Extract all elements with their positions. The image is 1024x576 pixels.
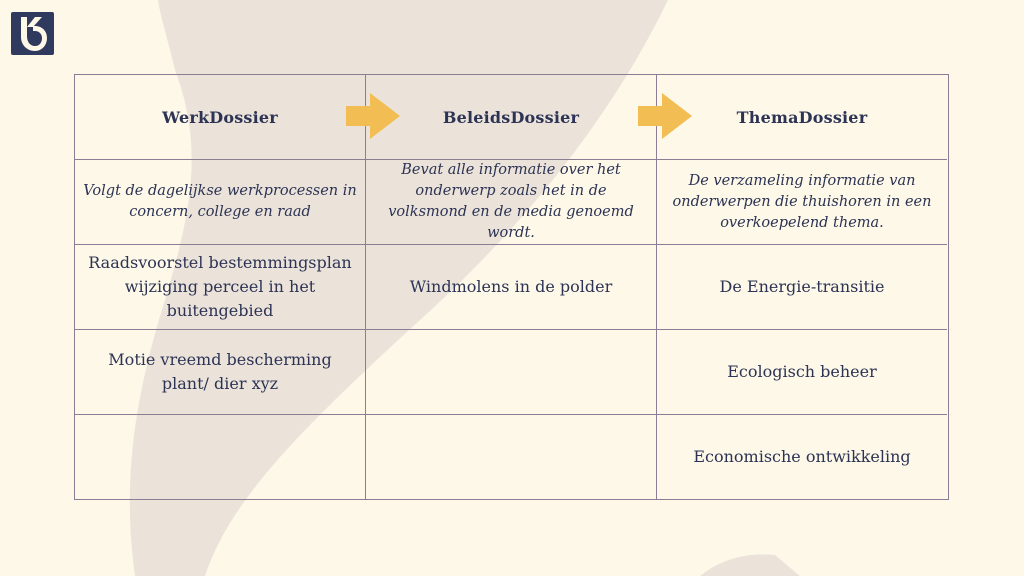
table-cell: Raadsvoorstel bestemmingsplan wijziging perceel in het buitengebied bbox=[75, 245, 366, 330]
header-werkdossier: WerkDossier bbox=[75, 75, 366, 160]
description-werkdossier: Volgt de dagelijkse werkprocessen in concern, college en raad bbox=[75, 160, 366, 245]
dossier-table bbox=[74, 74, 949, 500]
description-beleidsdossier: Bevat alle informatie over het onderwerp zoals het in de volksmond en de media genoemd wordt. bbox=[366, 160, 657, 245]
k-logo-icon bbox=[11, 12, 54, 55]
header-themadossier: ThemaDossier bbox=[657, 75, 947, 160]
table-cell: De Energie-transitie bbox=[657, 245, 947, 330]
table-cell: Motie vreemd bescherming plant/ dier xyz bbox=[75, 330, 366, 415]
logo bbox=[11, 12, 54, 55]
table-cell: Ecologisch beheer bbox=[657, 330, 947, 415]
table-cell: Economische ontwikkeling bbox=[693, 447, 911, 466]
table-cell bbox=[366, 415, 657, 499]
header-beleidsdossier: BeleidsDossier bbox=[366, 75, 657, 160]
arrow-right-icon bbox=[346, 93, 400, 139]
table-cell bbox=[366, 330, 657, 415]
table-cell: Windmolens in de polder bbox=[366, 245, 657, 330]
description-themadossier: De verzameling informatie van onderwerpen die thuishoren in een overkoepelend thema. bbox=[657, 160, 947, 245]
arrow-right-icon bbox=[638, 93, 692, 139]
table-cell bbox=[75, 415, 366, 499]
